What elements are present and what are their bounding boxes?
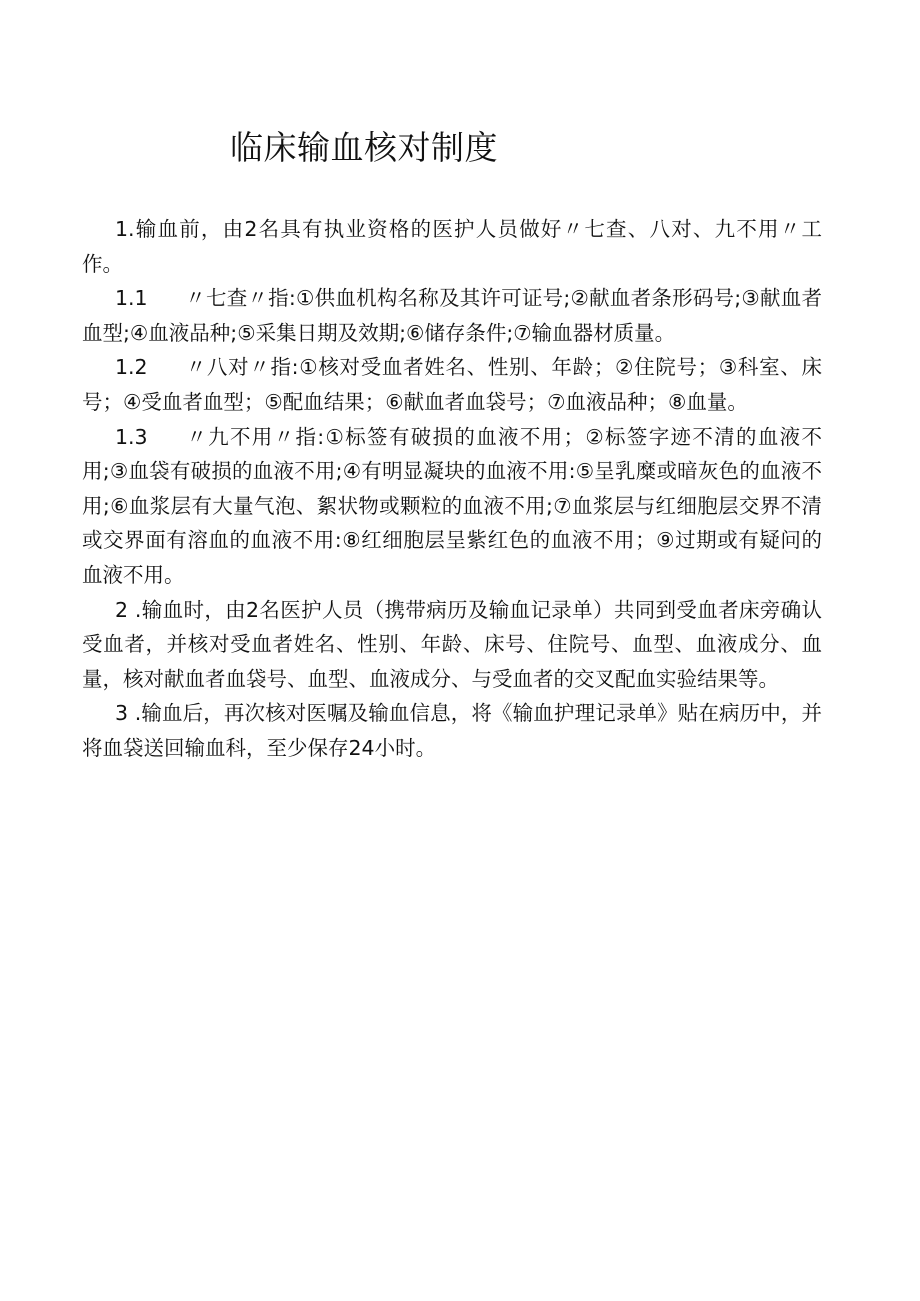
paragraph-eight-verifications bbox=[82, 350, 822, 419]
paragraph-text: 〃八对〃指:①核对受血者姓名、性别、年龄；②住院号；③科室、床号；④受血者血型；⑤配血结果；⑥献血者血袋号；⑦血液品种；⑧血量。 bbox=[82, 355, 822, 414]
paragraph-text: 1.输血前，由2名具有执业资格的医护人员做好〃七查、八对、九不用〃工作。 bbox=[82, 217, 822, 276]
paragraph-nine-rejections bbox=[82, 420, 822, 593]
paragraph-text: 〃九不用〃指:①标签有破损的血液不用；②标签字迹不清的血液不用;③血袋有破损的血液不用;④有明显凝块的血液不用:⑤呈乳糜或暗灰色的血液不用;⑥血浆层有大量气泡、絮状物或颗粒的血液不用;⑦血浆层与红细胞层交界不清或交界面有溶血的血液不用:⑧红细胞层呈紫红色的血液不用；⑨过期或有疑问的血液不用。 bbox=[82, 424, 822, 587]
paragraph-text: 2 .输血时，由2名医护人员（携带病历及输血记录单）共同到受血者床旁确认受血者，并核对受血者姓名、性别、年龄、床号、住院号、血型、血液成分、血量，核对献血者血袋号、血型、血液成分、与受血者的交叉配血实验结果等。 bbox=[82, 597, 822, 691]
document-body bbox=[82, 212, 822, 766]
paragraph-pre-transfusion bbox=[82, 212, 822, 281]
paragraph-seven-checks bbox=[82, 281, 822, 350]
paragraph-post-transfusion bbox=[82, 696, 822, 765]
paragraph-text: 〃七查〃指:①供血机构名称及其许可证号;②献血者条形码号;③献血者血型;④血液品种;⑤采集日期及效期;⑥储存条件;⑦输血器材质量。 bbox=[82, 286, 822, 345]
paragraph-during-transfusion bbox=[82, 593, 822, 697]
section-number: 1.3 bbox=[115, 424, 148, 449]
page-title: 临床输血核对制度 bbox=[230, 128, 498, 167]
section-number: 1.2 bbox=[115, 355, 148, 380]
paragraph-text: 3 .输血后，再次核对医嘱及输血信息，将《输血护理记录单》贴在病历中，并将血袋送回输血科，至少保存24小时。 bbox=[82, 701, 822, 760]
section-number: 1.1 bbox=[115, 286, 148, 311]
